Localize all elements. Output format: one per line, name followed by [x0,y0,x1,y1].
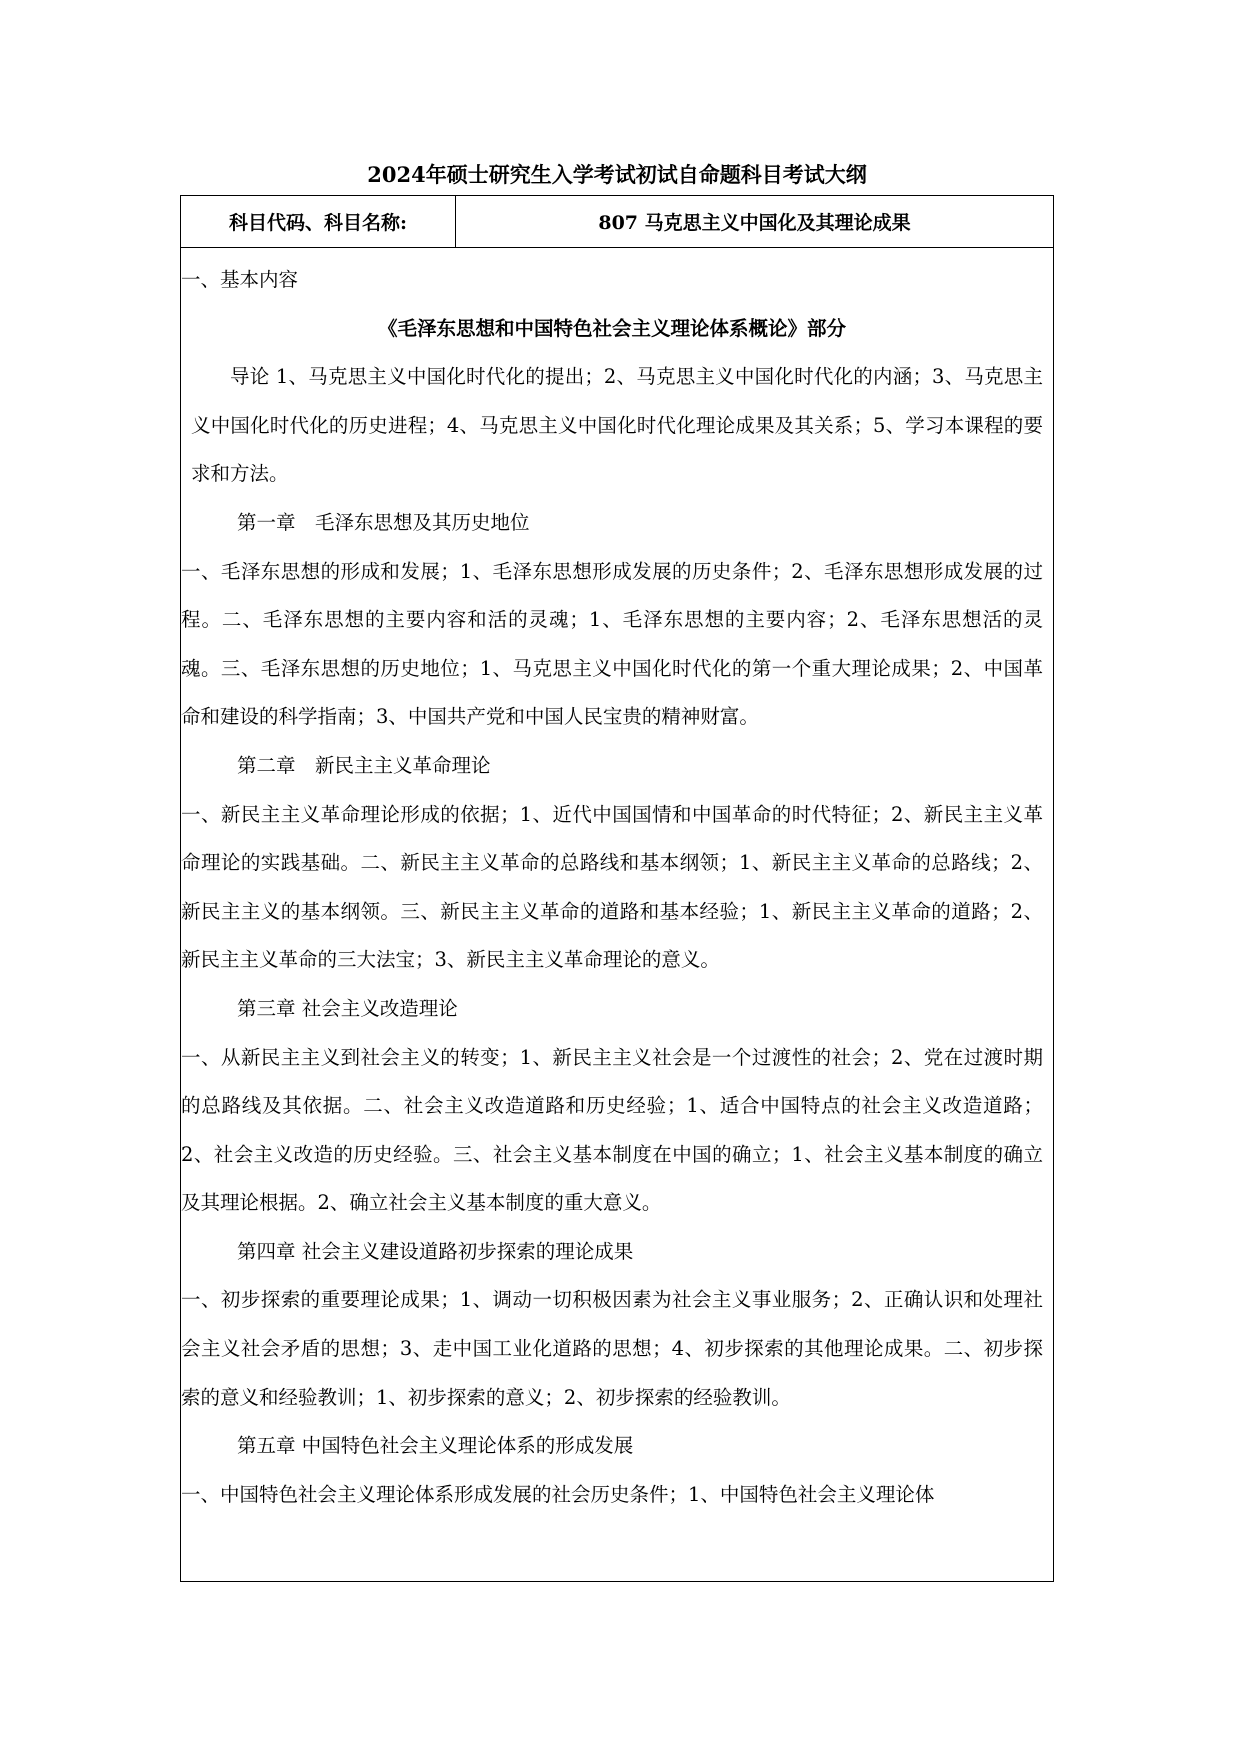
part-title: 《毛泽东思想和中国特色社会主义理论体系概论》部分 [377,316,846,340]
document-title: 2024年硕士研究生入学考试初试自命题科目考试大纲 [367,162,867,187]
chapter-heading: 第四章 社会主义建设道路初步探索的理论成果 [237,1239,634,1263]
subject-header-row [181,196,1053,248]
chapter-body: 一、初步探索的重要理论成果；1、调动一切积极因素为社会主义事业服务；2、正确认识和处理社会主义社会矛盾的思想；3、走中国工业化道路的思想；4、初步探索的其他理论成果。二、初步探索的意义和经验教训；1、初步探索的意义；2、初步探索的经验教训。 [181,1288,1043,1409]
chapter-heading: 第三章 社会主义改造理论 [237,996,458,1020]
chapter-body: 一、从新民主主义到社会主义的转变；1、新民主主义社会是一个过渡性的社会；2、党在过渡时期的总路线及其依据。二、社会主义改造道路和历史经验；1、适合中国特点的社会主义改造道路；2、社会主义改造的历史经验。三、社会主义基本制度在中国的确立；1、社会主义基本制度的确立及其理论根据。2、确立社会主义基本制度的重大意义。 [181,1045,1043,1215]
subject-code-value: 807 马克思主义中国化及其理论成果 [598,212,911,234]
exam-outline-table [180,195,1054,1582]
chapter-heading: 第五章 中国特色社会主义理论体系的形成发展 [237,1434,634,1458]
intro-paragraph: 导论 1、马克思主义中国化时代化的提出；2、马克思主义中国化时代化的内涵；3、马克思主义中国化时代化的历史进程；4、马克思主义中国化时代化理论成果及其关系；5、学习本课程的要求和方法。 [191,365,1043,486]
chapter-heading: 第一章 毛泽东思想及其历史地位 [237,510,530,534]
chapter-body: 一、新民主主义革命理论形成的依据；1、近代中国国情和中国革命的时代特征；2、新民主主义革命理论的实践基础。二、新民主主义革命的总路线和基本纲领；1、新民主主义革命的总路线；2、新民主主义的基本纲领。三、新民主主义革命的道路和基本经验；1、新民主主义革命的道路；2、新民主主义革命的三大法宝；3、新民主主义革命理论的意义。 [181,802,1043,972]
section-label: 一、基本内容 [181,268,299,291]
chapter-body: 一、毛泽东思想的形成和发展；1、毛泽东思想形成发展的历史条件；2、毛泽东思想形成发展的过程。二、毛泽东思想的主要内容和活的灵魂；1、毛泽东思想的主要内容；2、毛泽东思想活的灵魂。三、毛泽东思想的历史地位；1、马克思主义中国化时代化的第一个重大理论成果；2、中国革命和建设的科学指南；3、中国共产党和中国人民宝贵的精神财富。 [181,559,1043,729]
chapter-body: 一、中国特色社会主义理论体系形成发展的社会历史条件；1、中国特色社会主义理论体 [181,1482,935,1506]
subject-code-label: 科目代码、科目名称: [181,196,456,247]
chapter-heading: 第二章 新民主主义革命理论 [237,753,491,777]
content-cell [181,248,1053,1519]
